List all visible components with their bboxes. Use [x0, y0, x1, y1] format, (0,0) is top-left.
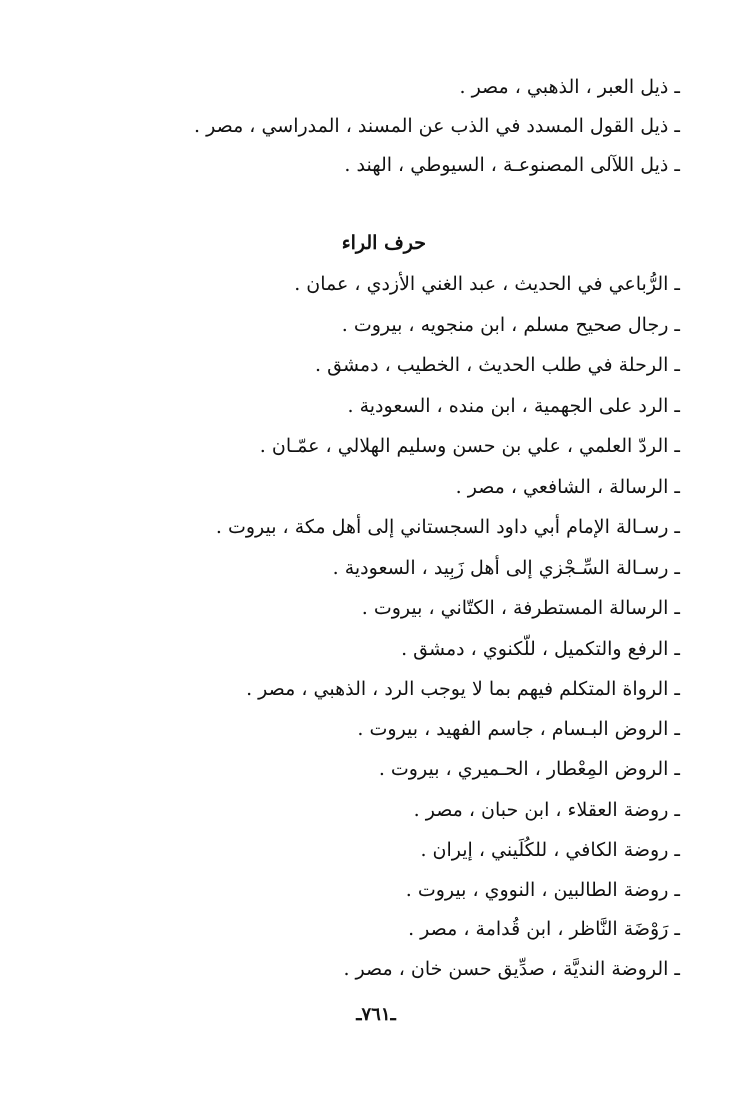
- bibliography-entry: ـ رجال صحيح مسلم ، ابن منجويه ، بيروت .: [341, 314, 680, 336]
- bibliography-entry: ـ الرفع والتكميل ، للّكنوي ، دمشق .: [401, 638, 680, 660]
- bibliography-entry: ـ الردّ العلمي ، علي بن حسن وسليم الهلالي ، عمّـان .: [259, 435, 680, 457]
- bibliography-entry: ـ الرحلة في طلب الحديث ، الخطيب ، دمشق .: [315, 354, 680, 376]
- bibliography-entry: ـ روضة الكافي ، للكُلَيني ، إيران .: [420, 839, 680, 861]
- bibliography-entry: ـ ذيل اللآلى المصنوعـة ، السيوطي ، الهند .: [344, 154, 680, 176]
- bibliography-entry: ـ رسـالة الإمام أبي داود السجستاني إلى أهل مكة ، بيروت .: [215, 516, 680, 538]
- bibliography-entry: ـ روضة العقلاء ، ابن حبان ، مصر .: [413, 799, 680, 821]
- bibliography-entry: ـ الرواة المتكلم فيهم بما لا يوجب الرد ، الذهبي ، مصر .: [246, 678, 680, 700]
- page-number: ـ٧٦١ـ: [356, 1004, 396, 1025]
- bibliography-entry: ـ الرسالة ، الشافعي ، مصر .: [455, 476, 680, 498]
- bibliography-entry: ـ الروض المِعْطار ، الحـميري ، بيروت .: [378, 758, 680, 780]
- bibliography-entry: ـ رَوْضَة النَّاظر ، ابن قُدامة ، مصر .: [408, 918, 680, 940]
- section-heading: حرف الراء: [341, 232, 426, 254]
- bibliography-entry: ـ رسـالة السِّـجْزي إلى أهل زَبِيد ، السعودية .: [332, 557, 680, 579]
- bibliography-entry: ـ ذيل العبر ، الذهبي ، مصر .: [459, 76, 680, 98]
- bibliography-entry: ـ الروضة النديَّة ، صدِّيق حسن خان ، مصر .: [343, 958, 680, 980]
- bibliography-entry: ـ الرسالة المستطرفة ، الكتّاني ، بيروت .: [361, 597, 680, 619]
- bibliography-entry: ـ الرد على الجهمية ، ابن منده ، السعودية .: [347, 395, 680, 417]
- bibliography-entry: ـ الرُّباعي في الحديث ، عبد الغني الأزدي ، عمان .: [294, 273, 680, 295]
- bibliography-entry: ـ روضة الطالبين ، النووي ، بيروت .: [405, 879, 680, 901]
- bibliography-entry: ـ الروض البـسام ، جاسم الفهيد ، بيروت .: [357, 718, 680, 740]
- bibliography-entry: ـ ذيل القول المسدد في الذب عن المسند ، المدراسي ، مصر .: [194, 115, 680, 137]
